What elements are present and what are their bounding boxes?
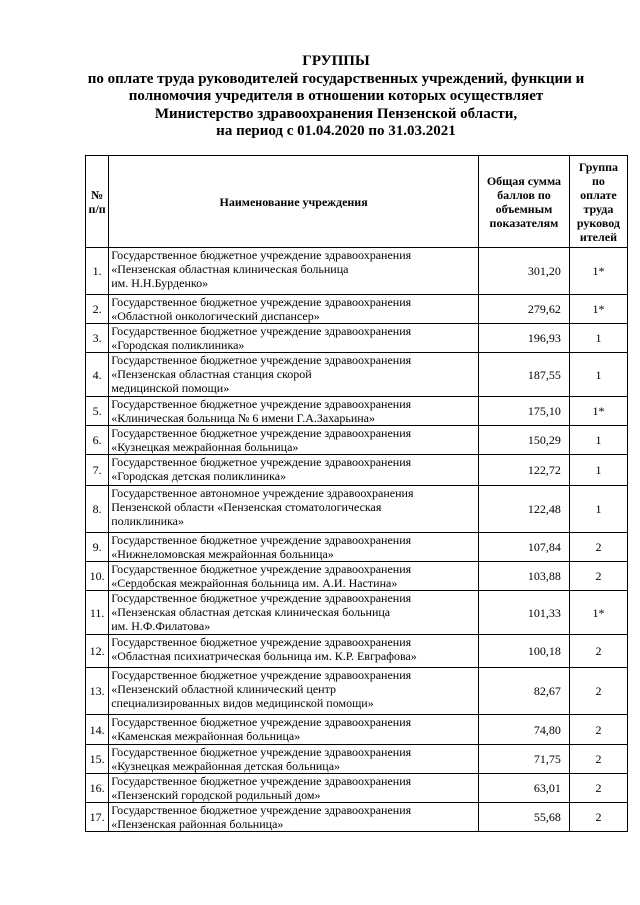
pay-group: 2 (569, 668, 627, 715)
total-score: 187,55 (479, 353, 570, 397)
row-number: 13. (86, 668, 109, 715)
pay-group: 1* (569, 397, 627, 426)
total-score: 279,62 (479, 295, 570, 324)
title-line-4: Министерство здравоохранения Пензенской области, (154, 105, 518, 122)
institution-name-line: «Пензенский областной клинический центр (111, 682, 336, 696)
institution-name (109, 455, 479, 486)
row-number: 1. (86, 248, 109, 295)
row-number: 8. (86, 486, 109, 533)
institution-name-line: Государственное бюджетное учреждение здравоохранения (111, 397, 412, 411)
institution-name-line: Государственное бюджетное учреждение здравоохранения (111, 295, 412, 309)
total-score: 196,93 (479, 324, 570, 353)
institution-name-line: Государственное бюджетное учреждение здравоохранения (111, 774, 412, 788)
row-number: 9. (86, 533, 109, 562)
institution-name-line: Государственное автономное учреждение здравоохранения (111, 486, 414, 500)
title-line-3: полномочия учредителя в отношении которых осуществляет (128, 88, 544, 104)
table-row (86, 324, 628, 353)
total-score: 122,48 (479, 486, 570, 533)
institution-name-line: «Областная психиатрическая больница им. К.Р. Евграфова» (111, 649, 417, 663)
institution-name-line: «Каменская межрайонная больница» (111, 729, 301, 743)
table-row (86, 353, 628, 397)
institution-name-line: Государственное бюджетное учреждение здравоохранения (111, 803, 412, 817)
pay-group: 1* (569, 591, 627, 635)
institution-name-line: специализированных видов медицинской помощи» (111, 696, 374, 710)
institution-name-line: Государственное бюджетное учреждение здравоохранения (111, 248, 412, 262)
total-score: 107,84 (479, 533, 570, 562)
pay-group: 2 (569, 774, 627, 803)
total-score: 74,80 (479, 715, 570, 745)
table-row (86, 803, 628, 832)
total-score: 103,88 (479, 562, 570, 591)
total-score: 82,67 (479, 668, 570, 715)
row-number: 11. (86, 591, 109, 635)
row-number: 6. (86, 426, 109, 455)
institution-name-line: Государственное бюджетное учреждение здравоохранения (111, 591, 412, 605)
institution-name-line: им. Н.Н.Бурденко» (111, 276, 209, 290)
title-line-2: по оплате труда руководителей государственных учреждений, функции и (87, 70, 585, 87)
table-row (86, 426, 628, 455)
institution-name-line: Государственное бюджетное учреждение здравоохранения (111, 562, 412, 576)
institution-name-line: «Пензенская областная детская клиническая больница (111, 605, 391, 619)
table-row (86, 668, 628, 715)
pay-group: 2 (569, 745, 627, 774)
institution-name-line: Государственное бюджетное учреждение здравоохранения (111, 353, 412, 367)
institution-name-line: Государственное бюджетное учреждение здравоохранения (111, 668, 412, 682)
institution-name (109, 248, 479, 295)
institution-name-line: Государственное бюджетное учреждение здравоохранения (111, 635, 412, 649)
institution-name (109, 426, 479, 455)
table-row (86, 295, 628, 324)
table-row (86, 591, 628, 635)
institution-name-line: медицинской помощи» (111, 381, 230, 395)
table-row (86, 455, 628, 486)
total-score: 150,29 (479, 426, 570, 455)
pay-group: 2 (569, 803, 627, 832)
pay-group: 1 (569, 324, 627, 353)
row-number: 4. (86, 353, 109, 397)
institution-name-line: «Нижнеломовская межрайонная больница» (111, 547, 334, 561)
total-score: 301,20 (479, 248, 570, 295)
institution-name (109, 668, 479, 715)
institution-name (109, 591, 479, 635)
institution-name (109, 397, 479, 426)
institution-name (109, 774, 479, 803)
institution-name-line: Государственное бюджетное учреждение здравоохранения (111, 715, 412, 729)
title-line-1: ГРУППЫ (302, 53, 370, 69)
institution-name-line: «Пензенская районная больница» (111, 817, 284, 831)
table-row (86, 774, 628, 803)
pay-group: 1 (569, 353, 627, 397)
pay-group: 1* (569, 295, 627, 324)
institution-name-line: Государственное бюджетное учреждение здравоохранения (111, 324, 412, 338)
row-number: 10. (86, 562, 109, 591)
header-score: Общая сумма баллов по объемным показателям (479, 156, 570, 248)
institution-name-line: «Пензенская областная клиническая больница (111, 262, 349, 276)
institution-name-line: Пензенской области «Пензенская стоматологическая (111, 500, 382, 514)
table-header-row (86, 156, 628, 248)
row-number: 15. (86, 745, 109, 774)
institution-name-line: «Кузнецкая межрайонная детская больница» (111, 759, 341, 773)
total-score: 100,18 (479, 635, 570, 668)
institution-name (109, 715, 479, 745)
document-heading (40, 53, 632, 141)
table-row (86, 745, 628, 774)
total-score: 101,33 (479, 591, 570, 635)
table-row (86, 533, 628, 562)
table-row (86, 486, 628, 533)
institution-name (109, 295, 479, 324)
header-group: Группа по оплате труда руковод ителей (569, 156, 627, 248)
pay-group: 2 (569, 715, 627, 745)
header-name: Наименование учреждения (109, 156, 479, 248)
institution-name-line: поликлиника» (111, 514, 184, 528)
pay-group: 1 (569, 486, 627, 533)
pay-group: 2 (569, 562, 627, 591)
institution-name-line: «Городская поликлиника» (111, 338, 245, 352)
institution-name (109, 353, 479, 397)
row-number: 17. (86, 803, 109, 832)
institution-name (109, 803, 479, 832)
institution-name-line: Государственное бюджетное учреждение здравоохранения (111, 745, 412, 759)
row-number: 3. (86, 324, 109, 353)
institution-name-line: «Пензенская областная станция скорой (111, 367, 312, 381)
total-score: 175,10 (479, 397, 570, 426)
groups-table (85, 155, 628, 832)
pay-group: 2 (569, 533, 627, 562)
row-number: 5. (86, 397, 109, 426)
institution-name (109, 533, 479, 562)
pay-group: 1 (569, 426, 627, 455)
pay-group: 1 (569, 455, 627, 486)
institution-name-line: «Кузнецкая межрайонная больница» (111, 440, 299, 454)
institution-name (109, 486, 479, 533)
institution-name-line: Государственное бюджетное учреждение здравоохранения (111, 533, 412, 547)
row-number: 7. (86, 455, 109, 486)
institution-name-line: «Клиническая больница № 6 имени Г.А.Захарьина» (111, 411, 376, 425)
institution-name-line: «Областной онкологический диспансер» (111, 309, 320, 323)
institution-name-line: им. Н.Ф.Филатова» (111, 619, 211, 633)
row-number: 12. (86, 635, 109, 668)
institution-name (109, 745, 479, 774)
pay-group: 2 (569, 635, 627, 668)
institution-name (109, 562, 479, 591)
row-number: 14. (86, 715, 109, 745)
table-row (86, 635, 628, 668)
total-score: 55,68 (479, 803, 570, 832)
institution-name (109, 324, 479, 353)
table-row (86, 248, 628, 295)
institution-name-line: «Городская детская поликлиника» (111, 469, 287, 483)
total-score: 122,72 (479, 455, 570, 486)
table-row (86, 562, 628, 591)
table-row (86, 397, 628, 426)
institution-name-line: «Сердобская межрайонная больница им. А.И. Настина» (111, 576, 398, 590)
row-number: 2. (86, 295, 109, 324)
institution-name-line: «Пензенский городской родильный дом» (111, 788, 321, 802)
institution-name-line: Государственное бюджетное учреждение здравоохранения (111, 455, 412, 469)
total-score: 63,01 (479, 774, 570, 803)
institution-name (109, 635, 479, 668)
header-number: № п/п (86, 156, 109, 248)
table-row (86, 715, 628, 745)
title-line-5: на период с 01.04.2020 по 31.03.2021 (216, 123, 456, 139)
total-score: 71,75 (479, 745, 570, 774)
institution-name-line: Государственное бюджетное учреждение здравоохранения (111, 426, 412, 440)
row-number: 16. (86, 774, 109, 803)
pay-group: 1* (569, 248, 627, 295)
